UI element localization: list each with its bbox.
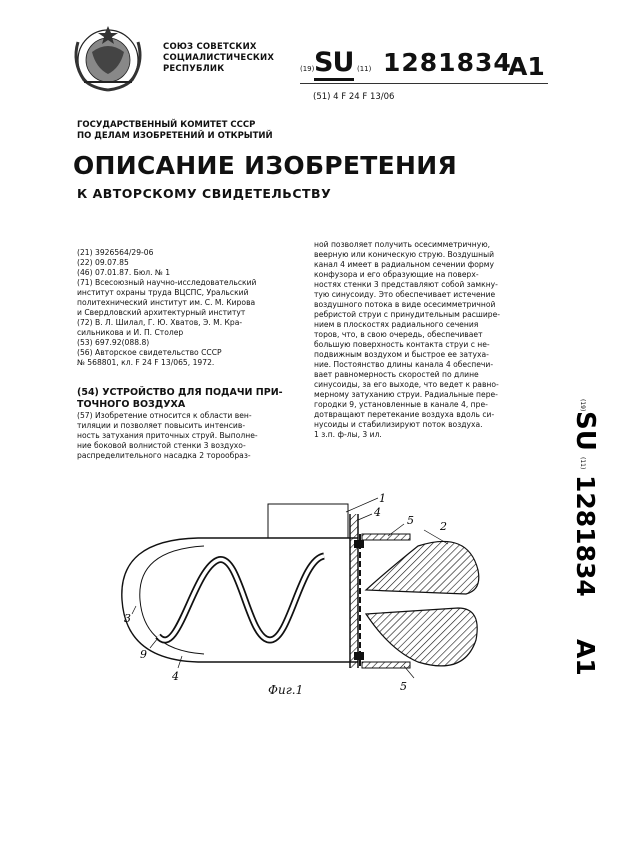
- biblio-line: сильникова и И. П. Столер: [77, 328, 184, 337]
- ipc-classification: (51) 4 F 24 F 13/06: [313, 92, 395, 102]
- abstract-line: воздушного потока в виде осесимметричной: [314, 300, 496, 309]
- committee-line: ГОСУДАРСТВЕННЫЙ КОМИТЕТ СССР: [77, 120, 256, 130]
- side-patent-number: 1281834: [571, 475, 600, 597]
- invention-title-line: (54) УСТРОЙСТВО ДЛЯ ПОДАЧИ ПРИ-: [77, 387, 283, 398]
- abstract-line: синусоиды, за его выходе, что ведет к равно-: [314, 380, 499, 389]
- abstract-line: городки 9, установленные в канале 4, пре-: [314, 400, 488, 409]
- figure-label-4: 4: [374, 506, 381, 519]
- country-code-underline: [314, 78, 354, 81]
- abstract-line: ребристой струи с принудительным расшире-: [314, 310, 501, 319]
- top-flange: [362, 534, 410, 540]
- abstract-line: мерному затуханию струи. Радиальные пере-: [314, 390, 498, 399]
- country-line: РЕСПУБЛИК: [163, 64, 225, 74]
- abstract-left-column: [77, 411, 307, 461]
- abstract-line: нием в плоскостях радиального сечения: [314, 320, 479, 329]
- bibliographic-data: [77, 248, 307, 368]
- biblio-line: (21) 3926564/29-06: [77, 248, 154, 257]
- abstract-line: тиляции и позволяет повысить интенсив-: [77, 421, 246, 430]
- abstract-line: подвижным воздухом и быстрое ее затуха-: [314, 350, 489, 359]
- document-title: ОПИСАНИЕ ИЗОБРЕТЕНИЯ: [73, 151, 458, 180]
- kind-code: A1: [508, 52, 545, 81]
- code-11: (11): [357, 65, 372, 73]
- biblio-line: (46) 07.01.87. Бюл. № 1: [77, 268, 171, 277]
- invention-title-line: ТОЧНОГО ВОЗДУХА: [77, 399, 186, 410]
- abstract-line: вает равномерность скоростей по длине: [314, 370, 479, 379]
- abstract-line: ние боковой волнистой стенки 3 воздухо-: [77, 441, 246, 450]
- abstract-line: тую синусоиду. Это обеспечивает истечение: [314, 290, 496, 299]
- abstract-line: торов, что, в свою очередь, обеспечивает: [314, 330, 483, 339]
- code-19: (19): [300, 65, 315, 73]
- header-rule: [300, 83, 548, 84]
- abstract-line: ние. Постоянство длины канала 4 обеспечи-: [314, 360, 494, 369]
- abstract-line: ностях стенки 3 представляют собой замкну-: [314, 280, 498, 289]
- figure-label-9: 9: [140, 648, 147, 661]
- side-kind-code: A1: [571, 639, 600, 676]
- biblio-line: № 568801, кл. F 24 F 13/065, 1972.: [77, 358, 215, 367]
- ussr-emblem-icon: [62, 22, 154, 94]
- country-name: [163, 42, 274, 75]
- body-rounded-end: [122, 538, 198, 662]
- biblio-line: политехнический институт им. С. М. Кирова: [77, 298, 256, 307]
- abstract-line: конфузора и его образующие на поверх-: [314, 270, 479, 279]
- biblio-line: (22) 09.07.85: [77, 258, 129, 267]
- biblio-line: (71) Всесоюзный научно-исследовательский: [77, 278, 257, 287]
- country-line: СОЮЗ СОВЕТСКИХ: [163, 42, 257, 52]
- figure-label-5b: 5: [400, 680, 407, 693]
- side-code-19: (19): [579, 399, 586, 412]
- abstract-line: веерную или коническую струю. Воздушный: [314, 250, 495, 259]
- committee-line: ПО ДЕЛАМ ИЗОБРЕТЕНИЙ И ОТКРЫТИЙ: [77, 131, 273, 141]
- abstract-right-column: [314, 240, 546, 440]
- patent-number: 1281834: [383, 48, 512, 77]
- abstract-line: ность затухания приточных струй. Выполне-: [77, 431, 258, 440]
- figure-1-drawing: [118, 490, 508, 705]
- country-code: SU: [314, 47, 354, 78]
- figure-label-2: 2: [440, 520, 447, 533]
- biblio-line: институт охраны труда ВЦСПС, Уральский: [77, 288, 249, 297]
- biblio-line: (72) В. Л. Шилал, Г. Ю. Хватов, Э. М. Кра-: [77, 318, 243, 327]
- wavy-wall: [158, 556, 324, 640]
- figure-label-3: 3: [124, 612, 131, 625]
- side-patent-label: [543, 395, 600, 685]
- inlet-box: [268, 504, 348, 538]
- figure-caption: Фиг.1: [268, 683, 304, 697]
- invention-title: [77, 387, 283, 411]
- country-line: СОЦИАЛИСТИЧЕСКИХ: [163, 53, 275, 63]
- abstract-line: нусоиды и стабилизируют поток воздуха.: [314, 420, 483, 429]
- nozzle-lower: [366, 608, 477, 666]
- abstract-line: распределительного насадка 2 торообраз-: [77, 451, 251, 460]
- biblio-line: (56) Авторское свидетельство СССР: [77, 348, 222, 357]
- abstract-line: ной позволяет получить осесимметричную,: [314, 240, 491, 249]
- side-code-11: (11): [579, 457, 586, 470]
- committee-name: [77, 120, 273, 142]
- figure-label-4b: 4: [172, 670, 179, 683]
- document-subtitle: К АВТОРСКОМУ СВИДЕТЕЛЬСТВУ: [77, 186, 332, 201]
- biblio-line: (53) 697.92(088.8): [77, 338, 150, 347]
- abstract-line: (57) Изобретение относится к области вен-: [77, 411, 252, 420]
- nozzle-upper: [366, 541, 479, 594]
- figure-label-5: 5: [407, 514, 414, 527]
- bottom-flange: [362, 662, 410, 668]
- abstract-line: дотвращают перетекание воздуха вдоль си-: [314, 410, 495, 419]
- abstract-line: канал 4 имеет в радиальном сечении форму: [314, 260, 494, 269]
- biblio-line: и Свердловский архитектурный институт: [77, 308, 246, 317]
- partition-wall: [350, 514, 358, 668]
- abstract-line: 1 з.п. ф-лы, 3 ил.: [314, 430, 382, 439]
- side-country-code: SU: [570, 411, 600, 451]
- figure-label-1: 1: [379, 492, 386, 505]
- abstract-line: большую поверхность контакта струи с не-: [314, 340, 490, 349]
